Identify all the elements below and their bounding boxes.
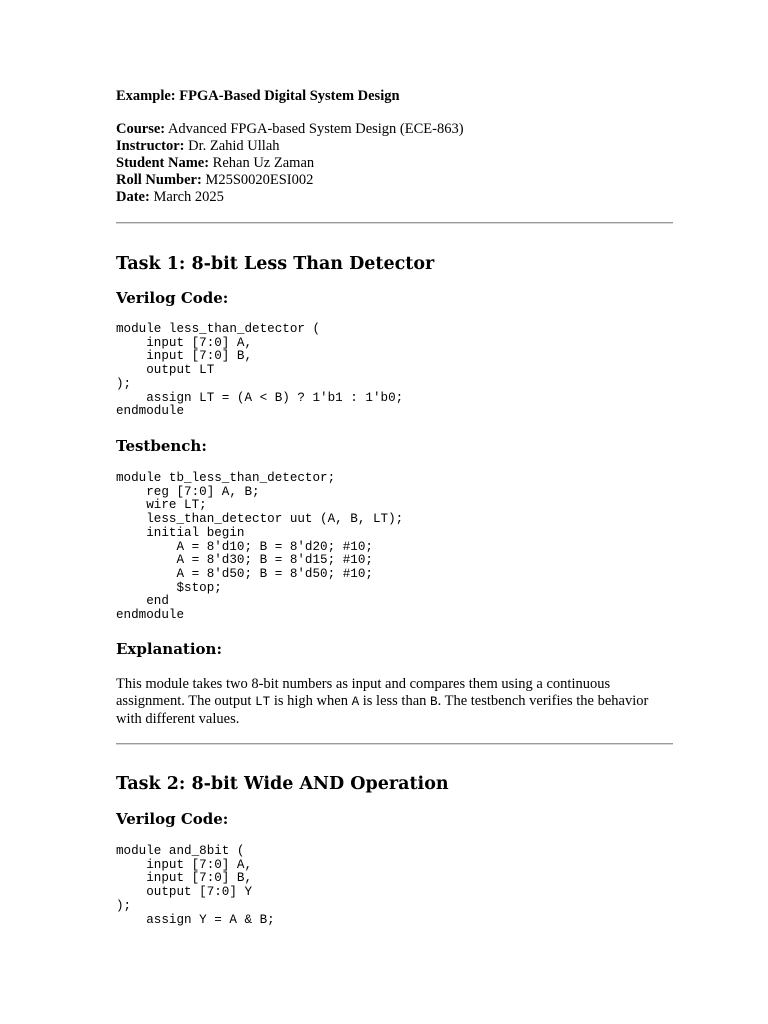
meta-course [116,121,464,138]
meta-roll-number [116,172,464,189]
meta-student-name-value: Rehan Uz Zaman [209,155,315,171]
task1-explanation-paragraph [116,676,656,728]
meta-instructor [116,138,464,155]
meta-roll-number-label: Roll Number: [116,172,202,188]
document-meta [116,121,464,206]
meta-roll-number-value: M25S0020ESI002 [201,172,314,188]
explanation-text-1: This module takes two 8-bit numbers as input and compares them using a continuous assignment. The output [116,676,611,709]
explanation-text-3: is less than [359,693,431,709]
task1-testbench-code: module tb_less_than_detector; reg [7:0] A, B; wire LT; less_than_detector uut (A, B, LT); initial begin A = 8'd10; B = 8'd20; #10; A = 8'd30; B = 8'd15; #10; A = 8'd50; B = 8'd50; #10; $stop; end endmodule [116,471,404,623]
document-title: Example: FPGA-Based Digital System Design [116,88,400,104]
task1-verilog-code: module less_than_detector ( input [7:0] A, input [7:0] B, output LT ); assign LT = (A < B) ? 1'b1 : 1'b0; endmodule [116,322,404,419]
task1-verilog-heading: Verilog Code: [116,289,229,307]
explanation-code-lt: LT [255,695,271,709]
task2-verilog-heading: Verilog Code: [116,810,229,828]
meta-course-label: Course: [116,121,166,137]
explanation-text-4: . The testbench verifies the behavior with different values. [116,693,649,727]
meta-student-name-label: Student Name: [116,155,210,171]
explanation-code-a: A [351,695,360,709]
explanation-code-b: B [430,695,438,709]
meta-date [116,189,464,206]
horizontal-rule [116,743,673,745]
meta-date-label: Date: [116,189,150,205]
explanation-text-2: is high when [270,693,352,709]
meta-instructor-label: Instructor: [116,138,185,154]
task2-heading: Task 2: 8-bit Wide AND Operation [116,774,449,794]
meta-student-name [116,155,464,172]
meta-date-value: March 2025 [149,189,224,205]
horizontal-rule [116,222,673,224]
meta-course-value: Advanced FPGA-based System Design (ECE-863) [165,121,464,137]
meta-instructor-value: Dr. Zahid Ullah [184,138,280,154]
task2-verilog-code: module and_8bit ( input [7:0] A, input [7:0] B, output [7:0] Y ); assign Y = A & B; [116,844,275,927]
task1-heading: Task 1: 8-bit Less Than Detector [116,254,435,274]
task1-testbench-heading: Testbench: [116,437,207,455]
task1-explanation-heading: Explanation: [116,640,222,658]
